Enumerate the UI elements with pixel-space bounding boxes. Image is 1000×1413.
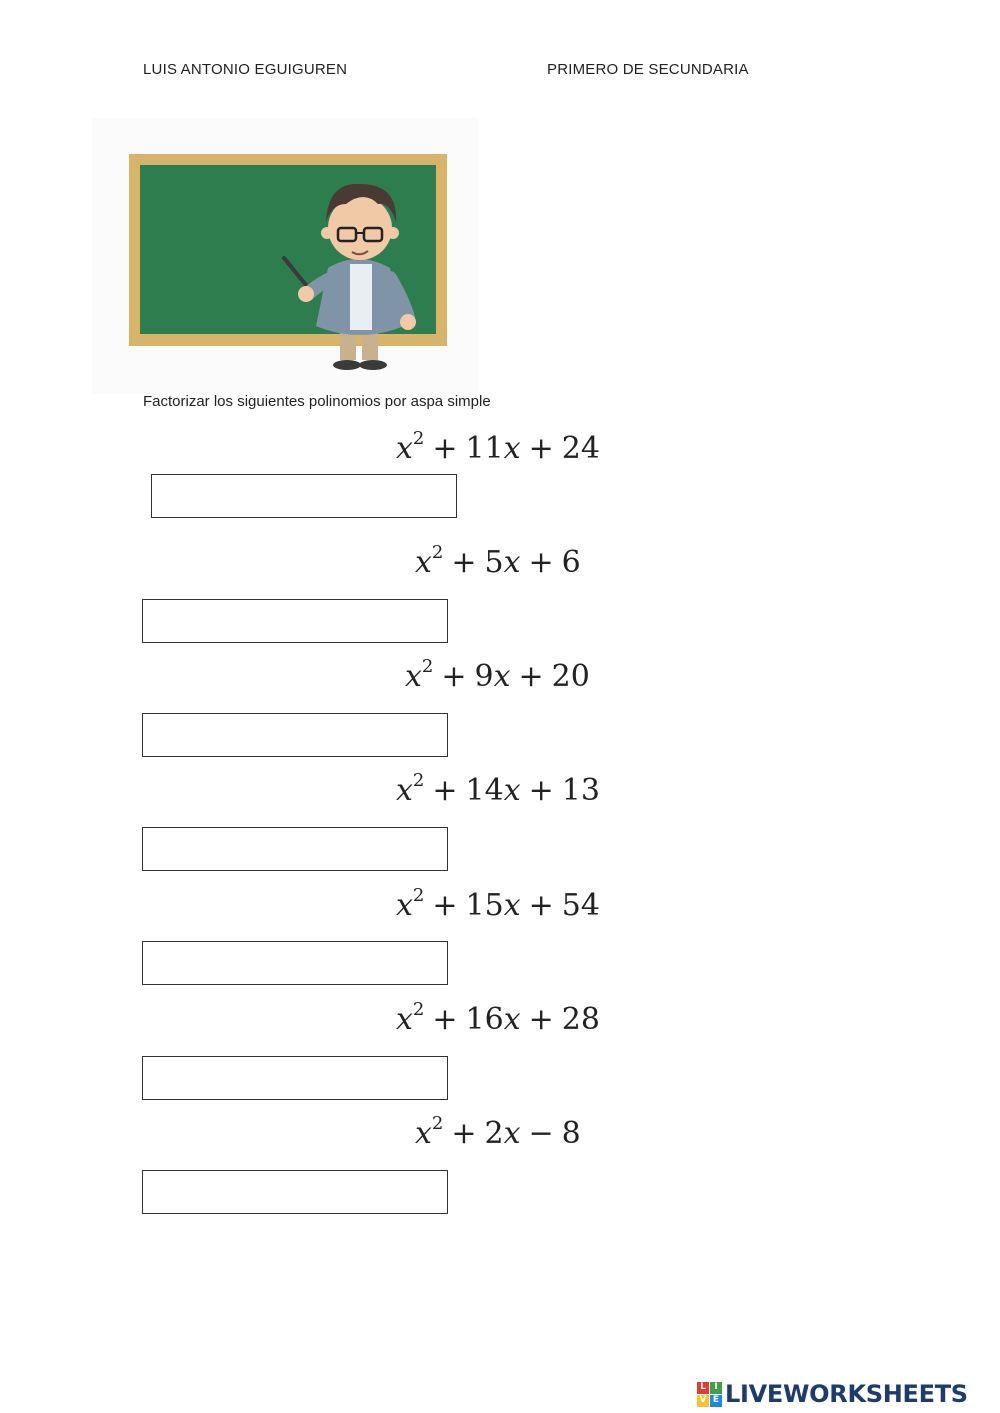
variable: x	[396, 1002, 413, 1037]
variable: x	[396, 431, 413, 466]
polynomial-expression	[396, 885, 600, 923]
linear-coefficient: 2	[484, 1116, 504, 1151]
variable: x	[503, 545, 521, 580]
constant-term: 13	[561, 773, 600, 808]
answer-input[interactable]	[142, 1056, 448, 1100]
polynomial-expression	[396, 999, 600, 1037]
exponent: 2	[412, 999, 425, 1020]
liveworksheets-logo	[697, 1377, 968, 1411]
exponent: 2	[431, 542, 444, 563]
variable: x	[405, 659, 422, 694]
constant-term: 6	[561, 545, 581, 580]
operator: +	[451, 545, 477, 580]
polynomial-expression	[405, 656, 590, 694]
teacher-at-chalkboard-icon	[92, 118, 478, 394]
variable: x	[415, 1116, 432, 1151]
variable: x	[503, 431, 521, 466]
student-name: LUIS ANTONIO EGUIGUREN	[143, 61, 348, 78]
operator: +	[451, 1116, 477, 1151]
badge-letter: V	[697, 1395, 709, 1407]
badge-letter: I	[710, 1382, 722, 1394]
exponent: 2	[412, 428, 425, 449]
linear-coefficient: 16	[465, 1002, 504, 1037]
brand-text: LIVEWORKSHEETS	[725, 1380, 968, 1408]
operator: +	[528, 545, 554, 580]
linear-coefficient: 15	[465, 888, 504, 923]
badge-letter: L	[697, 1382, 709, 1394]
variable: x	[396, 888, 413, 923]
operator: +	[528, 773, 554, 808]
operator: +	[528, 888, 554, 923]
polynomial-expression	[415, 542, 581, 580]
operator: +	[432, 888, 458, 923]
grade-label: PRIMERO DE SECUNDARIA	[547, 61, 749, 78]
answer-input[interactable]	[151, 474, 457, 518]
answer-input[interactable]	[142, 1170, 448, 1214]
liveworksheets-badge-icon	[697, 1382, 722, 1407]
variable: x	[396, 773, 413, 808]
variable: x	[493, 659, 511, 694]
operator: +	[441, 659, 467, 694]
answer-input[interactable]	[142, 941, 448, 985]
variable: x	[503, 1002, 521, 1037]
exponent: 2	[431, 1113, 444, 1134]
constant-term: 20	[551, 659, 590, 694]
answer-input[interactable]	[142, 599, 448, 643]
operator: +	[528, 1002, 554, 1037]
operator: +	[518, 659, 544, 694]
linear-coefficient: 5	[484, 545, 504, 580]
operator: +	[432, 431, 458, 466]
operator: +	[432, 1002, 458, 1037]
linear-coefficient: 9	[474, 659, 494, 694]
variable: x	[503, 773, 521, 808]
badge-letter: E	[710, 1395, 722, 1407]
exponent: 2	[412, 885, 425, 906]
polynomial-expression	[396, 428, 600, 466]
linear-coefficient: 14	[465, 773, 504, 808]
answer-input[interactable]	[142, 827, 448, 871]
variable: x	[503, 1116, 521, 1151]
variable: x	[415, 545, 432, 580]
polynomial-expression	[396, 770, 600, 808]
constant-term: 24	[561, 431, 600, 466]
constant-term: 8	[561, 1116, 581, 1151]
exponent: 2	[421, 656, 434, 677]
variable: x	[503, 888, 521, 923]
constant-term: 28	[561, 1002, 600, 1037]
exponent: 2	[412, 770, 425, 791]
linear-coefficient: 11	[465, 431, 504, 466]
instruction-text: Factorizar los siguientes polinomios por aspa simple	[143, 393, 491, 410]
operator: +	[528, 431, 554, 466]
answer-input[interactable]	[142, 713, 448, 757]
operator: +	[432, 773, 458, 808]
constant-term: 54	[561, 888, 600, 923]
operator: −	[528, 1116, 554, 1151]
polynomial-expression	[415, 1113, 581, 1151]
